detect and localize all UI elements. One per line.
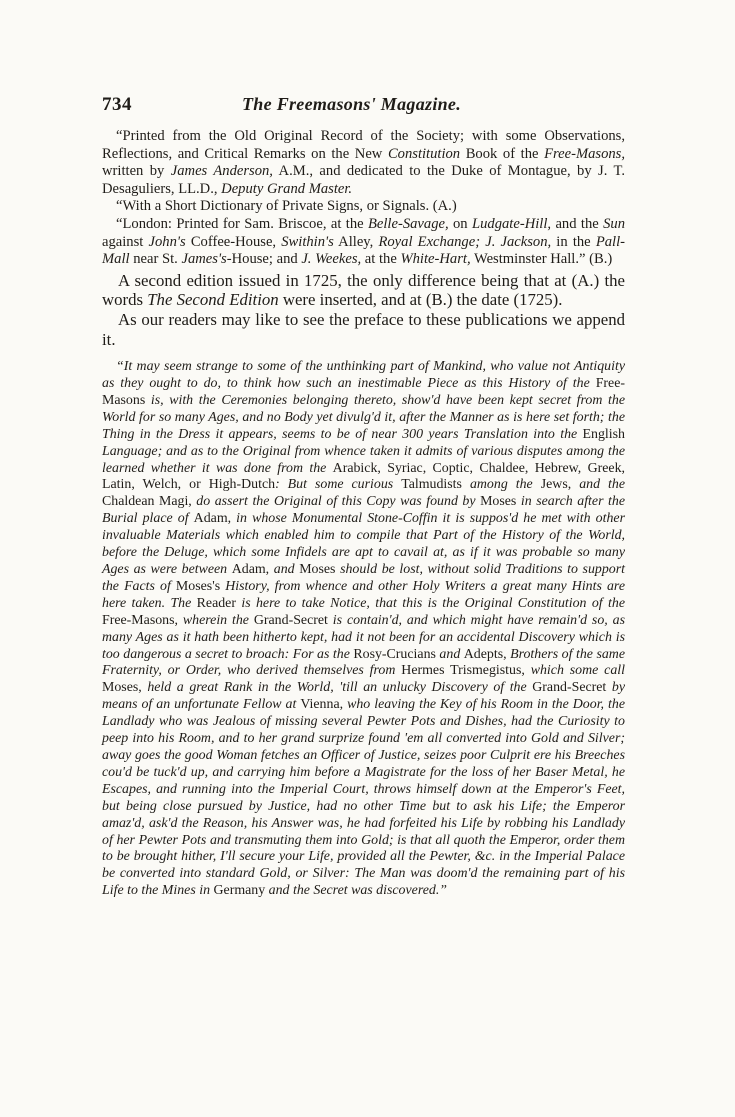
preface-quotation: “It may seem strange to some of the unthinking part of Mankind, who value not Antiquity as they ought to do, to think how such an inestimable Piece as this History of the Free-Masons is, with the Ceremonies belonging thereto, show'd have been kept secret from the World for so many Ages, and no Body yet divulg'd it, after the Manner as is here set forth; the Thing in the Dress it appears, seems to be of near 300 years Translation into the English Language; and as to the Original from whence taken it admits of various disputes among the learned whether it was done from the Arabick, Syriac, Coptic, Chaldee, Hebrew, Greek, Latin, Welch, or High-Dutch: But some curious Talmudists among the Jews, and the Chaldean Magi, do assert the Original of this Copy was found by Moses in search after the Burial place of Adam, in whose Monumental Stone-Coffin it is suppos'd he met with other invaluable Materials which enabled him to compile that Part of the History of the World, before the Deluge, which some Infidels are apt to cavail at, as if it was probable so many Ages as were between Adam, and Moses should be lost, without solid Traditions to support the Facts of Moses's History, from whence and other Holy Writers a great many Hints are here taken. The Reader is here to take Notice, that this is the Original Constitution of the Free-Masons, wherein the Grand-Secret is contain'd, and which might have remain'd so, as many Ages as it hath been hitherto kept, had it not been for an accidental Discovery which is too dangerous a secret to broach: For as the Rosy-Crucians and Adepts, Brothers of the same Fraternity, or Order, who derived themselves from Hermes Trismegistus, which some call Moses, held a great Rank in the World, 'till an unlucky Discovery of the Grand-Secret by means of an unfortunate Fellow at Vienna, who leaving the Key of his Room in the Door, the Landlady who was Jealous of missing several Pewter Pots and Dishes, had the Curiosity to peep into his Room, and to her grand surprize found 'em all converted into Gold and Silver; away goes the good Woman fetches an Officer of Justice, seizes poor Culprit ere his Breeches cou'd be tuck'd up, and carrying him before a Magistrate for the loss of her Baser Metal, he Escapes, and running into the Imperial Court, throws himself down at the Emperor's Feet, but being close pursued by Justice, had no other Time but to ask his Life; the Emperor amaz'd, ask'd the Reason, his Answer was, he had forfeited his Life by robbing his Landlady of her Pewter Pots and transmuting them into Gold; is that all quoth the Emperor, order them to be brought hither, I'll secure your Life, provided all the Pewter, &c. in the Imperial Palace be converted into standard Gold, or Silver: The Man was doom'd the remaining part of his Life to the Mines in Germany and the Secret was discovered.”: [102, 359, 626, 899]
page-header: [102, 94, 625, 118]
body-paragraph-1: A second edition issued in 1725, the only difference being that at (A.) the words The Second Edition were inserted, and at (B.) the date (1725).: [102, 270, 625, 310]
body-paragraph-2: As our readers may like to see the preface to these publications we append it.: [102, 309, 625, 349]
title-page-paragraph-2: “With a Short Dictionary of Private Signs, or Signals. (A.): [116, 198, 457, 215]
title-page-paragraph-3: “London: Printed for Sam. Briscoe, at the Belle-Savage, on Ludgate-Hill, and the Sun against John's Coffee-House, Swithin's Alley, Royal Exchange; J. Jackson, in the Pall-Mall near St. James's-House; and J. Weekes, at the White-Hart, Westminster Hall.” (B.): [102, 215, 626, 268]
running-title: The Freemasons' Magazine.: [242, 94, 462, 114]
page-number: 734: [102, 94, 132, 115]
title-page-paragraph-1: “Printed from the Old Original Record of the Society; with some Observations, Reflections, and Critical Remarks on the New Constitution Book of the Free-Masons, written by James Anderson, A.M., and dedicated to the Duke of Montague, by J. T. Desaguliers, LL.D., Deputy Grand Master.: [102, 128, 625, 197]
